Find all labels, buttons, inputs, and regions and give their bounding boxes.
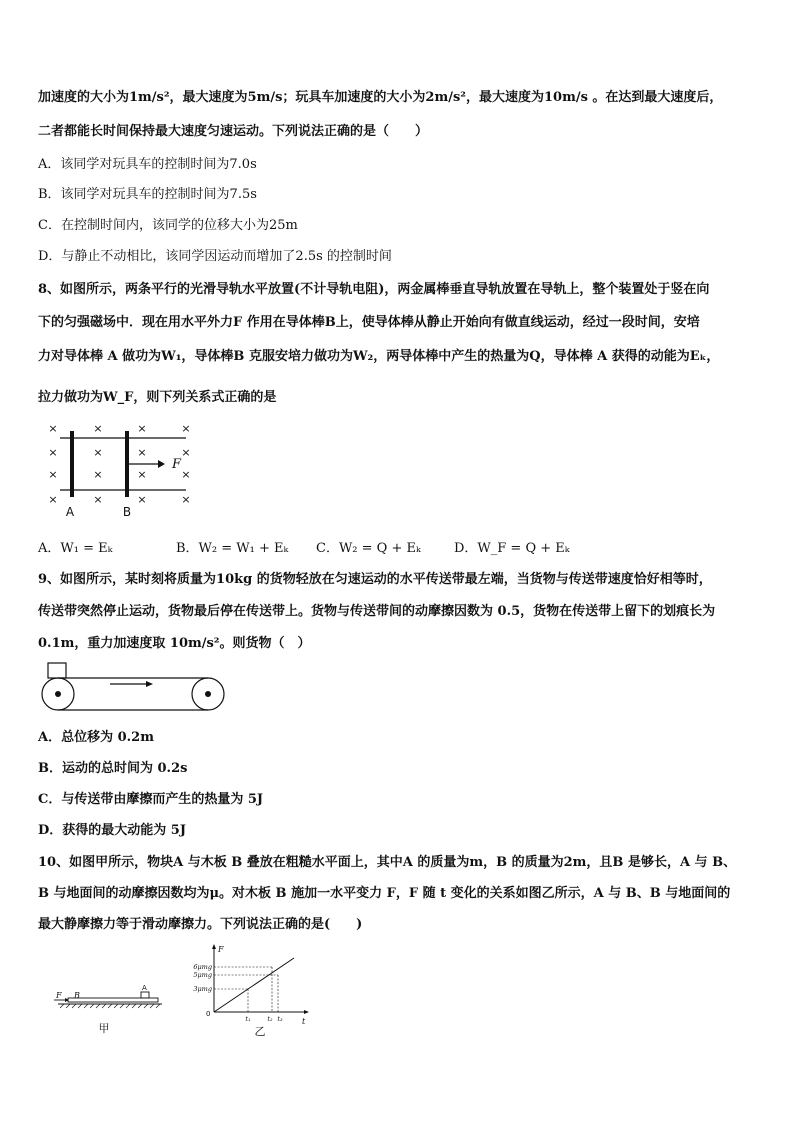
q7-option-a: A．该同学对玩具车的控制时间为7.0s — [38, 157, 257, 172]
force-arrow-head — [158, 460, 165, 468]
q9-stem-line2: 传送带突然停止运动，货物最后停在传送带上。货物与传送带间的动摩擦因数为 0.5，货物在传送带上留下的划痕长为 — [38, 604, 716, 619]
field-cross: × — [93, 493, 103, 506]
field-cross: × — [181, 468, 191, 481]
rod-a-label: A — [65, 505, 75, 519]
q10-stem-line1: 10、如图甲所示，物块A 与木板 B 叠放在粗糙水平面上，其中A 的质量为m，B 的质量为2m，且B 是够长，A 与 B、 — [38, 855, 737, 870]
t-axis-arrow — [304, 1010, 309, 1014]
rod-b — [125, 431, 129, 497]
y-tick-label: 3μmg — [193, 985, 212, 993]
field-cross: × — [48, 493, 58, 506]
board-b — [68, 998, 158, 1002]
field-cross: × — [137, 493, 147, 506]
q10-stem-line3: 最大静摩擦力等于滑动摩擦力。下列说法正确的是( ) — [38, 917, 363, 932]
block-label: A — [142, 984, 147, 992]
q9-stem-line1: 9、如图所示，某时刻将质量为10kg 的货物轻放在匀速运动的水平传送带最左端，当货物与传送带速度恰好相等时， — [38, 572, 712, 587]
field-cross: × — [181, 493, 191, 506]
ground-hatching — [60, 1004, 160, 1008]
field-cross: × — [137, 468, 147, 481]
origin-label: 0 — [206, 1010, 211, 1018]
right-pulley-axle — [205, 691, 211, 697]
x-tick-label: t₂ — [267, 1015, 273, 1023]
rails-magnetic-field-figure — [40, 418, 200, 522]
field-cross: × — [137, 422, 147, 435]
q8-option-a: A．W₁ = Eₖ — [38, 541, 113, 556]
field-cross: × — [181, 446, 191, 459]
q7-option-c: C．在控制时间内，该同学的位移大小为25m — [38, 218, 298, 233]
q8-option-b: B．W₂ = W₁ + Eₖ — [176, 541, 289, 556]
f-axis-label: F — [218, 945, 224, 954]
t-axis-label: t — [302, 1017, 306, 1026]
rod-b-label: B — [122, 505, 132, 519]
field-cross: × — [137, 446, 147, 459]
q8-stem-line3: 力对导体棒 A 做功为W₁，导体棒B 克服安培力做功为W₂，两导体棒中产生的热量为Q，导体棒 A 获得的动能为Eₖ， — [38, 349, 720, 364]
q9-option-b: B．运动的总时间为 0.2s — [38, 761, 188, 776]
q8-stem-line2: 下的匀强磁场中．现在用水平外力F 作用在导体棒B上，使导体棒从静止开始向有做直线运动，经过一段时间，安培 — [38, 315, 700, 330]
field-cross: × — [93, 422, 103, 435]
q9-stem-line3: 0.1m，重力加速度取 10m/s²。则货物（ ） — [38, 636, 311, 651]
field-cross: × — [181, 422, 191, 435]
q9-option-c: C．与传送带由摩擦而产生的热量为 5J — [38, 792, 264, 807]
field-cross: × — [48, 468, 58, 481]
rod-a — [70, 431, 74, 497]
x-tick-label: t₁ — [245, 1015, 251, 1023]
field-cross: × — [48, 422, 58, 435]
y-tick-label: 6μmg — [193, 963, 212, 971]
force-time-graph — [176, 944, 312, 1040]
conveyor-belt-figure — [38, 660, 228, 722]
q9-option-a: A．总位移为 0.2m — [38, 730, 154, 745]
q8-option-d: D．W_F = Q + Eₖ — [454, 541, 570, 556]
force-label: F — [172, 457, 182, 472]
q7-stem-line1: 加速度的大小为1m/s²，最大速度为5m/s；玩具车加速度的大小为2m/s²，最大速度为10m/s 。在达到最大速度后， — [38, 90, 723, 105]
figure-caption-jia: 甲 — [98, 1022, 110, 1035]
y-tick-label: 5μmg — [193, 971, 212, 979]
block-a — [141, 992, 149, 998]
field-cross: × — [93, 468, 103, 481]
q10-stem-line2: B 与地面间的动摩擦因数均为μ。对木板 B 施加一水平变力 F，F 随 t 变化的关系如图乙所示，A 与 B、B 与地面间的 — [38, 886, 731, 901]
x-tick-label: t₃ — [277, 1015, 283, 1023]
field-cross: × — [93, 446, 103, 459]
q8-stem-line4: 拉力做功为W_F，则下列关系式正确的是 — [38, 390, 277, 405]
left-pulley-axle — [55, 691, 61, 697]
q7-stem-line2: 二者都能长时间保持最大速度匀速运动。下列说法正确的是（ ） — [38, 124, 429, 139]
board-label: B — [74, 991, 80, 1000]
cargo-box — [48, 663, 66, 678]
q7-option-b: B．该同学对玩具车的控制时间为7.5s — [38, 187, 257, 202]
q8-option-c: C．W₂ = Q + Eₖ — [316, 541, 421, 556]
f-axis-arrow — [212, 944, 216, 949]
field-cross: × — [48, 446, 58, 459]
q9-option-d: D．获得的最大动能为 5J — [38, 823, 186, 838]
q8-stem-line1: 8、如图所示，两条平行的光滑导轨水平放置(不计导轨电阻)，两金属棒垂直导轨放置在导轨上，整个装置处于竖在向 — [38, 282, 710, 297]
force-label: F — [56, 991, 62, 1000]
block-on-board-figure — [44, 980, 164, 1036]
q8-options-row — [38, 537, 598, 556]
figure-caption-yi: 乙 — [254, 1025, 266, 1038]
belt-direction-arrow-head — [146, 681, 153, 687]
force-line — [214, 958, 294, 1012]
q7-option-d: D．与静止不动相比，该同学因运动而增加了2.5s 的控制时间 — [38, 249, 392, 264]
